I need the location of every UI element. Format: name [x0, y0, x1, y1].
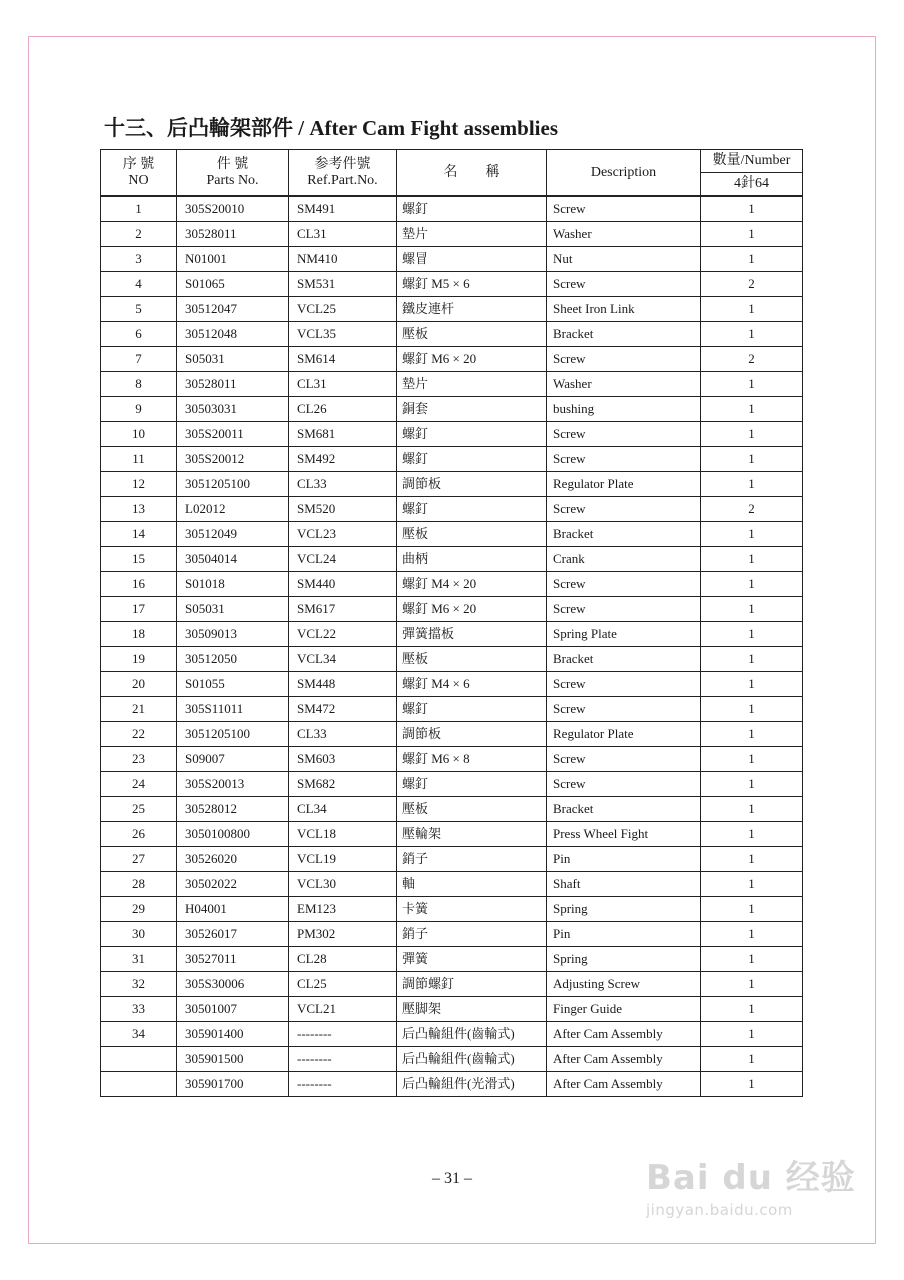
- cell-description: Screw: [547, 572, 701, 597]
- table-row: [101, 872, 803, 897]
- cell-name: 螺釘: [397, 447, 547, 472]
- header-no: [101, 150, 177, 197]
- header-ref-part-no: [289, 150, 397, 197]
- table-row: [101, 272, 803, 297]
- cell-ref-part-no: VCL22: [289, 622, 397, 647]
- cell-quantity: 1: [701, 372, 803, 397]
- table-row: [101, 1047, 803, 1072]
- cell-ref-part-no: SM531: [289, 272, 397, 297]
- cell-ref-part-no: VCL23: [289, 522, 397, 547]
- cell-part-no: 305901400: [177, 1022, 289, 1047]
- cell-name: 壓輪架: [397, 822, 547, 847]
- table-row: [101, 322, 803, 347]
- cell-part-no: S09007: [177, 747, 289, 772]
- cell-name: 螺釘 M6 × 20: [397, 597, 547, 622]
- cell-quantity: 1: [701, 772, 803, 797]
- table-row: [101, 597, 803, 622]
- cell-description: Screw: [547, 196, 701, 222]
- cell-ref-part-no: NM410: [289, 247, 397, 272]
- table-row: [101, 1022, 803, 1047]
- cell-description: Bracket: [547, 322, 701, 347]
- cell-quantity: 1: [701, 947, 803, 972]
- cell-part-no: 30512047: [177, 297, 289, 322]
- cell-name: 螺釘: [397, 422, 547, 447]
- cell-no: 27: [101, 847, 177, 872]
- cell-no: 5: [101, 297, 177, 322]
- cell-description: Spring: [547, 947, 701, 972]
- cell-ref-part-no: VCL24: [289, 547, 397, 572]
- table-row: [101, 697, 803, 722]
- cell-part-no: 305S11011: [177, 697, 289, 722]
- cell-ref-part-no: CL33: [289, 472, 397, 497]
- cell-ref-part-no: CL28: [289, 947, 397, 972]
- cell-quantity: 2: [701, 347, 803, 372]
- cell-description: Crank: [547, 547, 701, 572]
- cell-quantity: 1: [701, 572, 803, 597]
- cell-ref-part-no: VCL21: [289, 997, 397, 1022]
- header-number: 數量/Number: [701, 150, 803, 173]
- cell-no: 30: [101, 922, 177, 947]
- cell-name: 壓板: [397, 797, 547, 822]
- table-row: [101, 547, 803, 572]
- cell-part-no: 3051205100: [177, 722, 289, 747]
- cell-quantity: 1: [701, 196, 803, 222]
- cell-name: 墊片: [397, 372, 547, 397]
- cell-name: 螺冒: [397, 247, 547, 272]
- cell-no: 29: [101, 897, 177, 922]
- cell-description: Regulator Plate: [547, 722, 701, 747]
- table-row: [101, 747, 803, 772]
- cell-name: 調節板: [397, 472, 547, 497]
- cell-description: Screw: [547, 772, 701, 797]
- cell-quantity: 1: [701, 1072, 803, 1097]
- cell-no: 28: [101, 872, 177, 897]
- cell-quantity: 1: [701, 797, 803, 822]
- cell-no: 2: [101, 222, 177, 247]
- cell-ref-part-no: EM123: [289, 897, 397, 922]
- table-row: [101, 647, 803, 672]
- header-parts-en: Parts No.: [206, 172, 259, 188]
- cell-part-no: 305S20012: [177, 447, 289, 472]
- cell-no: 9: [101, 397, 177, 422]
- cell-quantity: 1: [701, 822, 803, 847]
- cell-name: 螺釘 M6 × 8: [397, 747, 547, 772]
- cell-part-no: 30501007: [177, 997, 289, 1022]
- cell-quantity: 1: [701, 547, 803, 572]
- cell-name: 彈簧擋板: [397, 622, 547, 647]
- cell-part-no: 30503031: [177, 397, 289, 422]
- cell-description: Screw: [547, 697, 701, 722]
- cell-name: 彈簧: [397, 947, 547, 972]
- cell-name: 螺釘: [397, 772, 547, 797]
- cell-quantity: 1: [701, 1047, 803, 1072]
- table-row: [101, 922, 803, 947]
- cell-name: 后凸輪組件(光滑式): [397, 1072, 547, 1097]
- cell-part-no: S01055: [177, 672, 289, 697]
- cell-part-no: 30528011: [177, 372, 289, 397]
- cell-description: Screw: [547, 347, 701, 372]
- cell-no: 32: [101, 972, 177, 997]
- cell-part-no: 30509013: [177, 622, 289, 647]
- cell-description: Screw: [547, 597, 701, 622]
- cell-description: Spring: [547, 897, 701, 922]
- cell-description: Finger Guide: [547, 997, 701, 1022]
- cell-no: 7: [101, 347, 177, 372]
- cell-ref-part-no: SM603: [289, 747, 397, 772]
- cell-name: 鐵皮連杆: [397, 297, 547, 322]
- cell-name: 螺釘: [397, 697, 547, 722]
- cell-description: After Cam Assembly: [547, 1072, 701, 1097]
- cell-part-no: 30528012: [177, 797, 289, 822]
- cell-part-no: 30527011: [177, 947, 289, 972]
- cell-part-no: S01018: [177, 572, 289, 597]
- cell-ref-part-no: SM491: [289, 196, 397, 222]
- cell-description: Spring Plate: [547, 622, 701, 647]
- cell-description: Washer: [547, 222, 701, 247]
- cell-part-no: 30512050: [177, 647, 289, 672]
- cell-no: 4: [101, 272, 177, 297]
- cell-part-no: 305901500: [177, 1047, 289, 1072]
- table-row: [101, 672, 803, 697]
- cell-description: Bracket: [547, 797, 701, 822]
- cell-name: 軸: [397, 872, 547, 897]
- watermark-logo: Bai du 经验: [646, 1158, 856, 1198]
- cell-ref-part-no: CL25: [289, 972, 397, 997]
- cell-no: 1: [101, 196, 177, 222]
- table-row: [101, 422, 803, 447]
- header-ref-zh: 参考件號: [314, 156, 371, 172]
- table-row: [101, 822, 803, 847]
- header-description: Description: [547, 150, 701, 197]
- cell-description: Screw: [547, 497, 701, 522]
- table-row: [101, 397, 803, 422]
- cell-name: 后凸輪組件(齒輪式): [397, 1022, 547, 1047]
- cell-ref-part-no: SM492: [289, 447, 397, 472]
- cell-name: 壓脚架: [397, 997, 547, 1022]
- table-row: [101, 972, 803, 997]
- cell-no: 18: [101, 622, 177, 647]
- table-row: [101, 1072, 803, 1097]
- cell-description: Sheet Iron Link: [547, 297, 701, 322]
- cell-quantity: 1: [701, 597, 803, 622]
- cell-quantity: 1: [701, 622, 803, 647]
- cell-ref-part-no: SM614: [289, 347, 397, 372]
- cell-description: Screw: [547, 422, 701, 447]
- cell-name: 螺釘: [397, 196, 547, 222]
- table-row: [101, 247, 803, 272]
- table-row: [101, 722, 803, 747]
- table-body: [101, 196, 803, 1097]
- cell-no: 6: [101, 322, 177, 347]
- table-row: [101, 947, 803, 972]
- cell-part-no: 305901700: [177, 1072, 289, 1097]
- cell-ref-part-no: --------: [289, 1022, 397, 1047]
- cell-description: Washer: [547, 372, 701, 397]
- table-row: [101, 472, 803, 497]
- cell-part-no: H04001: [177, 897, 289, 922]
- table-row: [101, 797, 803, 822]
- cell-name: 壓板: [397, 522, 547, 547]
- cell-description: Pin: [547, 847, 701, 872]
- cell-no: [101, 1072, 177, 1097]
- cell-no: 13: [101, 497, 177, 522]
- cell-ref-part-no: SM448: [289, 672, 397, 697]
- cell-quantity: 2: [701, 497, 803, 522]
- cell-name: 螺釘 M6 × 20: [397, 347, 547, 372]
- watermark-url: jingyan.baidu.com: [646, 1201, 793, 1219]
- table-row: [101, 372, 803, 397]
- cell-quantity: 1: [701, 422, 803, 447]
- cell-quantity: 1: [701, 697, 803, 722]
- cell-description: Screw: [547, 747, 701, 772]
- cell-ref-part-no: SM617: [289, 597, 397, 622]
- table-row: [101, 222, 803, 247]
- cell-name: 銷子: [397, 847, 547, 872]
- cell-part-no: N01001: [177, 247, 289, 272]
- cell-no: 17: [101, 597, 177, 622]
- cell-name: 墊片: [397, 222, 547, 247]
- header-number-sub: 4針64: [701, 173, 803, 197]
- cell-no: 34: [101, 1022, 177, 1047]
- table-row: [101, 347, 803, 372]
- table-row: [101, 772, 803, 797]
- cell-description: Screw: [547, 672, 701, 697]
- table-row: [101, 297, 803, 322]
- cell-quantity: 1: [701, 247, 803, 272]
- cell-no: 26: [101, 822, 177, 847]
- cell-description: Shaft: [547, 872, 701, 897]
- table-header: [101, 150, 803, 197]
- cell-name: 螺釘 M4 × 6: [397, 672, 547, 697]
- table-row: [101, 847, 803, 872]
- cell-ref-part-no: VCL19: [289, 847, 397, 872]
- cell-part-no: 30528011: [177, 222, 289, 247]
- cell-quantity: 1: [701, 897, 803, 922]
- cell-quantity: 1: [701, 872, 803, 897]
- cell-name: 銷子: [397, 922, 547, 947]
- table-row: [101, 572, 803, 597]
- cell-part-no: S05031: [177, 597, 289, 622]
- baidu-watermark: [646, 1150, 856, 1219]
- cell-quantity: 1: [701, 472, 803, 497]
- cell-part-no: 30526020: [177, 847, 289, 872]
- cell-ref-part-no: SM472: [289, 697, 397, 722]
- cell-no: 15: [101, 547, 177, 572]
- cell-description: bushing: [547, 397, 701, 422]
- cell-name: 調節螺釘: [397, 972, 547, 997]
- cell-name: 螺釘: [397, 497, 547, 522]
- cell-no: 14: [101, 522, 177, 547]
- cell-no: 25: [101, 797, 177, 822]
- cell-ref-part-no: VCL34: [289, 647, 397, 672]
- cell-no: 12: [101, 472, 177, 497]
- cell-quantity: 1: [701, 447, 803, 472]
- cell-part-no: 305S30006: [177, 972, 289, 997]
- cell-ref-part-no: SM681: [289, 422, 397, 447]
- cell-no: 19: [101, 647, 177, 672]
- cell-quantity: 1: [701, 922, 803, 947]
- cell-no: 20: [101, 672, 177, 697]
- table-row: [101, 522, 803, 547]
- cell-name: 壓板: [397, 647, 547, 672]
- cell-no: 11: [101, 447, 177, 472]
- cell-part-no: S05031: [177, 347, 289, 372]
- table-row: [101, 622, 803, 647]
- cell-quantity: 2: [701, 272, 803, 297]
- cell-description: Press Wheel Fight: [547, 822, 701, 847]
- cell-part-no: S01065: [177, 272, 289, 297]
- section-title: 十三、后凸輪架部件 / After Cam Fight assemblies: [104, 116, 558, 140]
- cell-ref-part-no: CL26: [289, 397, 397, 422]
- cell-no: 16: [101, 572, 177, 597]
- cell-ref-part-no: SM440: [289, 572, 397, 597]
- cell-quantity: 1: [701, 747, 803, 772]
- parts-table: [100, 149, 803, 1097]
- cell-ref-part-no: CL31: [289, 372, 397, 397]
- cell-no: 10: [101, 422, 177, 447]
- cell-part-no: 3051205100: [177, 472, 289, 497]
- cell-ref-part-no: PM302: [289, 922, 397, 947]
- cell-part-no: 305S20011: [177, 422, 289, 447]
- cell-no: 8: [101, 372, 177, 397]
- cell-quantity: 1: [701, 297, 803, 322]
- cell-ref-part-no: --------: [289, 1047, 397, 1072]
- cell-part-no: L02012: [177, 497, 289, 522]
- header-name: 名 稱: [397, 150, 547, 197]
- cell-part-no: 30504014: [177, 547, 289, 572]
- cell-name: 銅套: [397, 397, 547, 422]
- cell-ref-part-no: SM682: [289, 772, 397, 797]
- cell-quantity: 1: [701, 972, 803, 997]
- cell-ref-part-no: VCL25: [289, 297, 397, 322]
- cell-description: Adjusting Screw: [547, 972, 701, 997]
- cell-no: 3: [101, 247, 177, 272]
- cell-quantity: 1: [701, 397, 803, 422]
- table-row: [101, 447, 803, 472]
- cell-description: Regulator Plate: [547, 472, 701, 497]
- cell-quantity: 1: [701, 522, 803, 547]
- cell-name: 壓板: [397, 322, 547, 347]
- table-row: [101, 196, 803, 222]
- header-parts-zh: 件 號: [216, 156, 249, 172]
- cell-quantity: 1: [701, 647, 803, 672]
- cell-name: 調節板: [397, 722, 547, 747]
- cell-quantity: 1: [701, 847, 803, 872]
- page-number: – 31 –: [432, 1170, 472, 1187]
- cell-no: 33: [101, 997, 177, 1022]
- cell-part-no: 305S20010: [177, 196, 289, 222]
- cell-part-no: 30512049: [177, 522, 289, 547]
- cell-part-no: 3050100800: [177, 822, 289, 847]
- header-ref-en: Ref.Part.No.: [307, 172, 378, 188]
- cell-quantity: 1: [701, 997, 803, 1022]
- cell-ref-part-no: CL33: [289, 722, 397, 747]
- cell-ref-part-no: CL31: [289, 222, 397, 247]
- cell-quantity: 1: [701, 672, 803, 697]
- cell-description: Bracket: [547, 522, 701, 547]
- cell-name: 卡簧: [397, 897, 547, 922]
- table-row: [101, 897, 803, 922]
- cell-part-no: 305S20013: [177, 772, 289, 797]
- table-row: [101, 997, 803, 1022]
- cell-description: Pin: [547, 922, 701, 947]
- cell-description: After Cam Assembly: [547, 1047, 701, 1072]
- cell-no: 22: [101, 722, 177, 747]
- cell-quantity: 1: [701, 322, 803, 347]
- cell-name: 后凸輪組件(齒輪式): [397, 1047, 547, 1072]
- header-no-en: NO: [128, 172, 149, 188]
- table-row: [101, 497, 803, 522]
- cell-ref-part-no: CL34: [289, 797, 397, 822]
- cell-quantity: 1: [701, 222, 803, 247]
- cell-description: Nut: [547, 247, 701, 272]
- cell-part-no: 30502022: [177, 872, 289, 897]
- header-parts-no: [177, 150, 289, 197]
- cell-ref-part-no: SM520: [289, 497, 397, 522]
- cell-description: Bracket: [547, 647, 701, 672]
- cell-quantity: 1: [701, 1022, 803, 1047]
- cell-no: 23: [101, 747, 177, 772]
- cell-part-no: 30526017: [177, 922, 289, 947]
- cell-ref-part-no: --------: [289, 1072, 397, 1097]
- cell-no: 21: [101, 697, 177, 722]
- cell-description: Screw: [547, 447, 701, 472]
- cell-no: 31: [101, 947, 177, 972]
- header-no-zh: 序 號: [122, 156, 155, 172]
- cell-name: 曲柄: [397, 547, 547, 572]
- cell-description: After Cam Assembly: [547, 1022, 701, 1047]
- cell-ref-part-no: VCL30: [289, 872, 397, 897]
- cell-name: 螺釘 M5 × 6: [397, 272, 547, 297]
- cell-ref-part-no: VCL18: [289, 822, 397, 847]
- cell-quantity: 1: [701, 722, 803, 747]
- cell-name: 螺釘 M4 × 20: [397, 572, 547, 597]
- cell-no: 24: [101, 772, 177, 797]
- cell-part-no: 30512048: [177, 322, 289, 347]
- cell-no: [101, 1047, 177, 1072]
- cell-description: Screw: [547, 272, 701, 297]
- cell-ref-part-no: VCL35: [289, 322, 397, 347]
